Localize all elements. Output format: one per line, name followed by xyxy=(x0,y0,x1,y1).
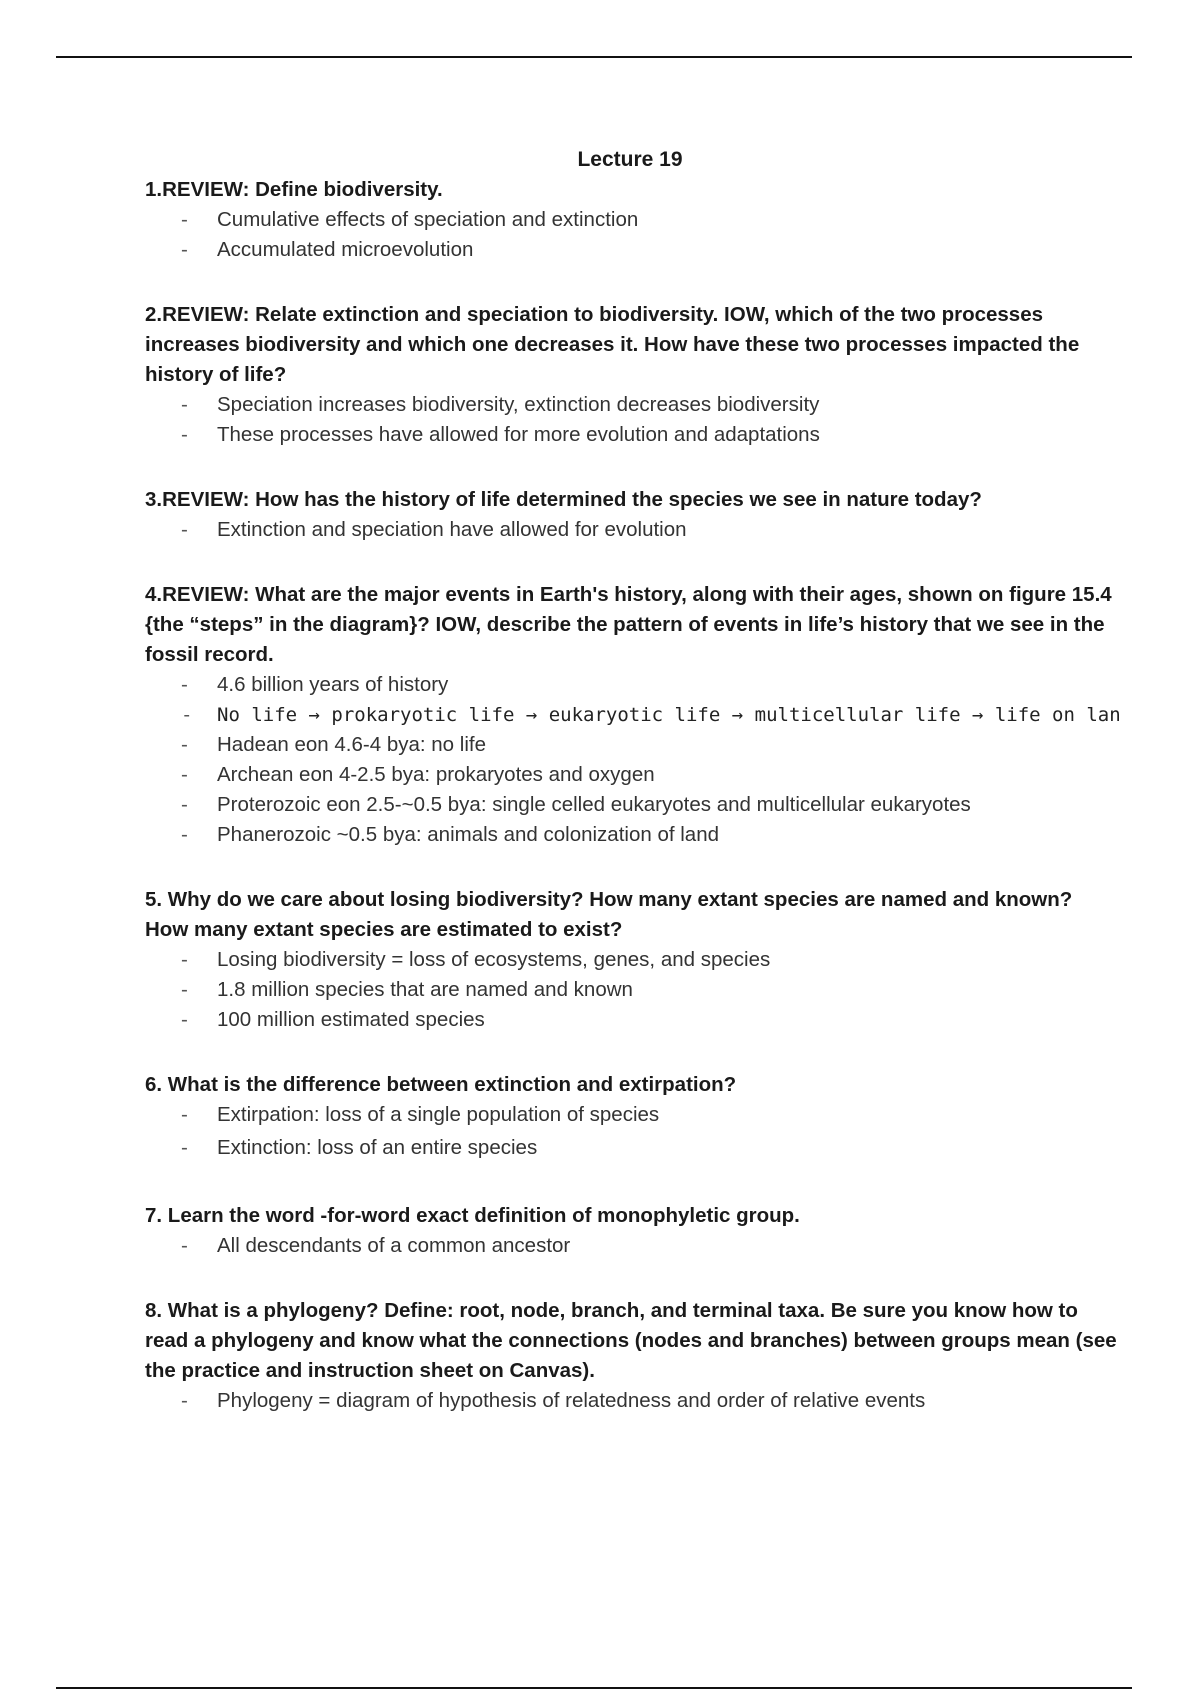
page-title: Lecture 19 xyxy=(577,148,683,171)
list-item: - 100 million estimated species xyxy=(145,1005,1165,1035)
bullet-dash: - xyxy=(181,978,188,1001)
answer-list-4 xyxy=(145,670,1165,850)
list-item: - No life → prokaryotic life → eukaryotic life → multicellular life → life on lan xyxy=(145,700,1165,730)
question-4: 4.REVIEW: What are the major events in Earth's history, along with their ages, shown on figure 15.4 {the “steps” in the diagram}? IOW, describe the pattern of events in life’s history that we see in the fossil record. xyxy=(145,583,1112,666)
bullet-dash: - xyxy=(181,823,188,846)
bottom-rule xyxy=(56,1687,1132,1689)
list-item: - Cumulative effects of speciation and extinction xyxy=(145,205,1165,235)
bullet-dash: - xyxy=(181,1136,188,1159)
list-item: - Phylogeny = diagram of hypothesis of relatedness and order of relative events xyxy=(145,1386,1165,1416)
list-item: - Archean eon 4-2.5 bya: prokaryotes and oxygen xyxy=(145,760,1165,790)
bullet-dash: - xyxy=(181,763,188,786)
section-4 xyxy=(145,580,1165,850)
bullet-dash: - xyxy=(181,393,188,416)
bullet-dash: - xyxy=(181,1008,188,1031)
list-item: - Phanerozoic ~0.5 bya: animals and colonization of land xyxy=(145,820,1165,850)
section-1 xyxy=(145,175,1165,265)
bullet-dash: - xyxy=(181,518,188,541)
list-item: - Extirpation: loss of a single population of species xyxy=(145,1100,1165,1130)
list-item: - Extinction: loss of an entire species xyxy=(145,1130,1165,1166)
section-8 xyxy=(145,1296,1165,1416)
list-item: - Losing biodiversity = loss of ecosystems, genes, and species xyxy=(145,945,1165,975)
document-body xyxy=(145,145,1165,1416)
top-rule xyxy=(56,56,1132,58)
list-item: - 1.8 million species that are named and known xyxy=(145,975,1165,1005)
bullet-dash: - xyxy=(181,793,188,816)
question-5: 5. Why do we care about losing biodiversity? How many extant species are named and known? How many extant species are estimated to exist? xyxy=(145,888,1073,941)
bullet-dash: - xyxy=(181,1103,188,1126)
question-6: 6. What is the difference between extinction and extirpation? xyxy=(145,1073,737,1096)
list-item: - All descendants of a common ancestor xyxy=(145,1231,1165,1261)
list-item: - Proterozoic eon 2.5-~0.5 bya: single celled eukaryotes and multicellular eukaryotes xyxy=(145,790,1165,820)
question-2: 2.REVIEW: Relate extinction and speciation to biodiversity. IOW, which of the two processes increases biodiversity and which one decreases it. How have these two processes impacted the history of life? xyxy=(145,303,1080,386)
bullet-dash: - xyxy=(181,423,188,446)
answer-list-3 xyxy=(145,515,1165,545)
answer-list-1 xyxy=(145,205,1165,265)
answer-list-6 xyxy=(145,1100,1165,1166)
question-1: 1.REVIEW: Define biodiversity. xyxy=(145,178,443,201)
bullet-dash: - xyxy=(181,673,188,696)
bullet-dash: - xyxy=(181,208,188,231)
bullet-dash: - xyxy=(181,1389,188,1412)
bullet-dash: - xyxy=(181,948,188,971)
list-item: - Speciation increases biodiversity, extinction decreases biodiversity xyxy=(145,390,1165,420)
bullet-dash: - xyxy=(181,1234,188,1257)
section-7 xyxy=(145,1201,1165,1261)
section-3 xyxy=(145,485,1165,545)
answer-list-5 xyxy=(145,945,1165,1035)
bullet-dash: - xyxy=(181,733,188,756)
section-2 xyxy=(145,300,1165,450)
bullet-dash: - xyxy=(181,704,193,726)
list-item: - These processes have allowed for more evolution and adaptations xyxy=(145,420,1165,450)
list-item: - Accumulated microevolution xyxy=(145,235,1165,265)
section-6 xyxy=(145,1070,1165,1166)
list-item: - Extinction and speciation have allowed for evolution xyxy=(145,515,1165,545)
section-5 xyxy=(145,885,1165,1035)
list-item: - Hadean eon 4.6-4 bya: no life xyxy=(145,730,1165,760)
bullet-dash: - xyxy=(181,238,188,261)
question-8: 8. What is a phylogeny? Define: root, node, branch, and terminal taxa. Be sure you know how to read a phylogeny and know what the connections (nodes and branches) between groups mean (see the practice and instruction sheet on Canvas). xyxy=(145,1299,1117,1382)
list-item: - 4.6 billion years of history xyxy=(145,670,1165,700)
answer-list-7 xyxy=(145,1231,1165,1261)
answer-list-2 xyxy=(145,390,1165,450)
question-3: 3.REVIEW: How has the history of life determined the species we see in nature today? xyxy=(145,488,982,511)
question-7: 7. Learn the word -for-word exact definition of monophyletic group. xyxy=(145,1204,800,1227)
answer-list-8 xyxy=(145,1386,1165,1416)
